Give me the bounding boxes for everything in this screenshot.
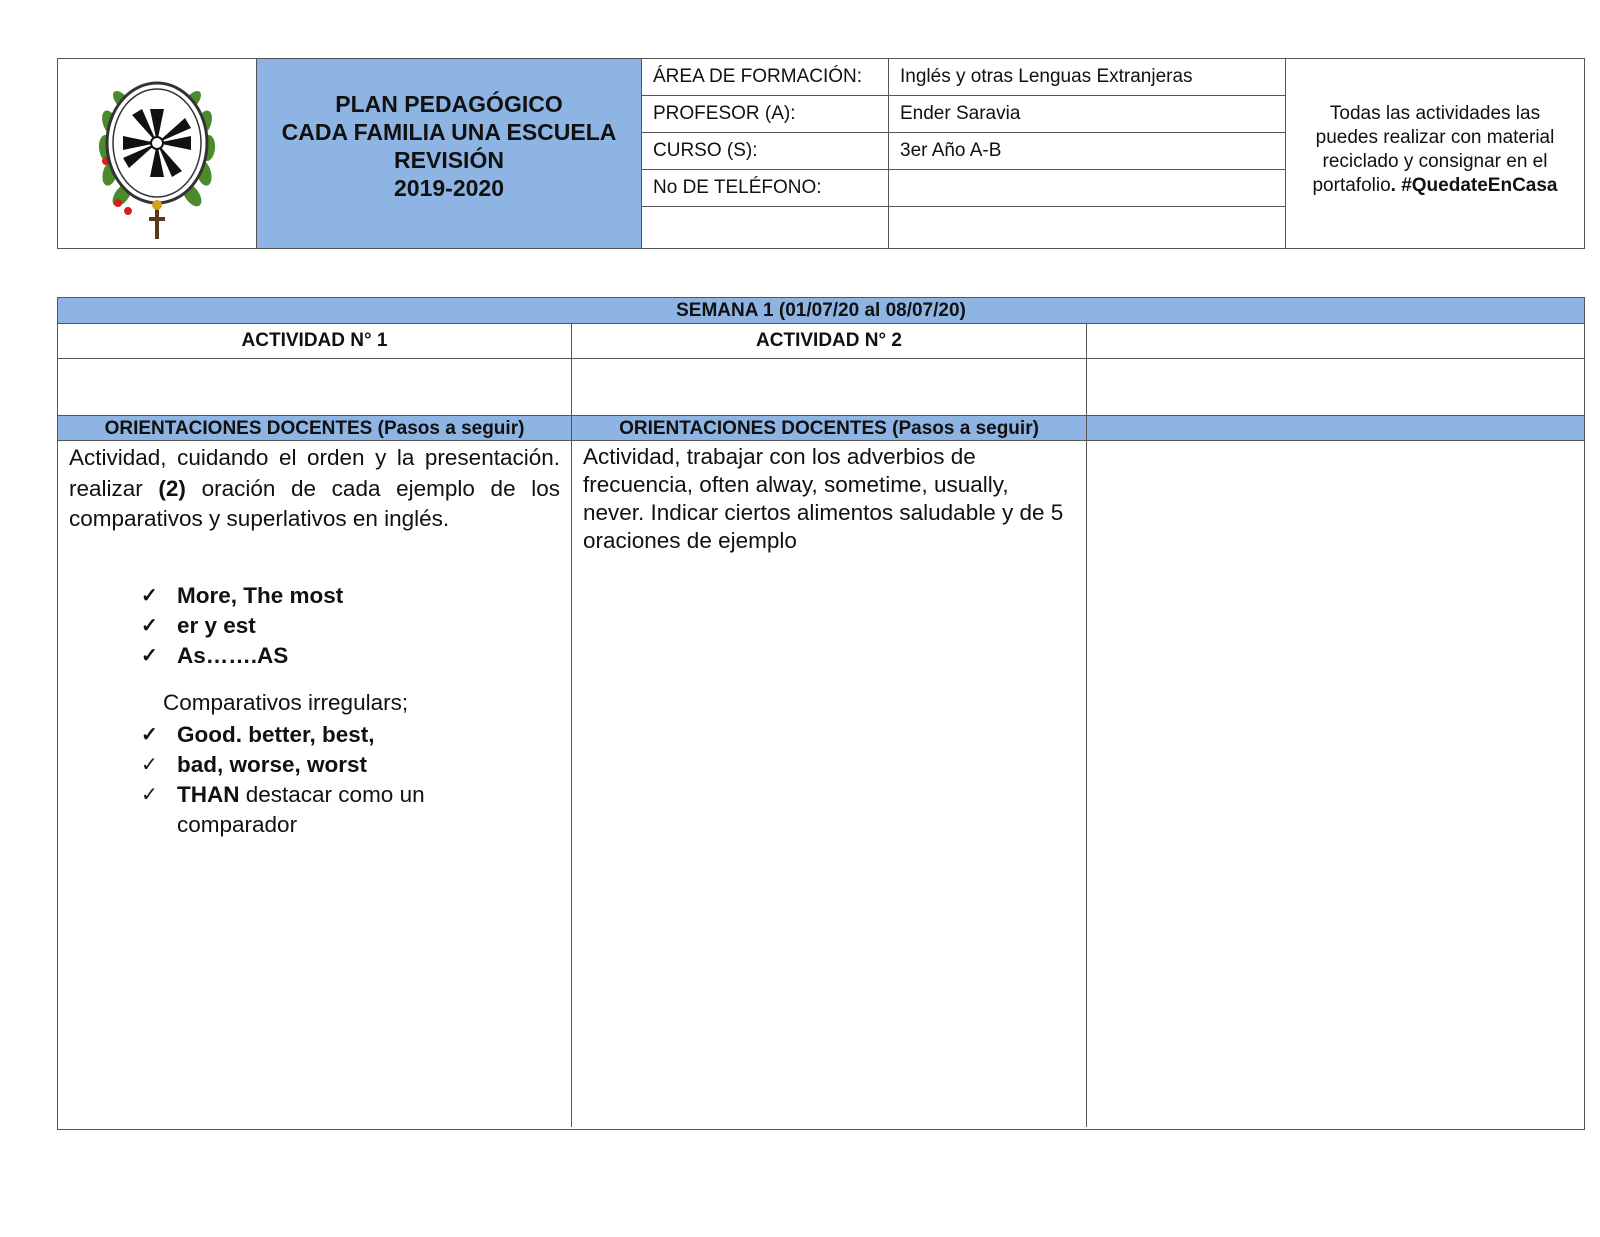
intro-after: oración de cada ejemplo de los comparativos y superlativos en inglés. (69, 475, 560, 531)
list-item (69, 641, 560, 671)
plan-title (257, 59, 642, 248)
list-item-text: bad, worse, worst (177, 751, 368, 777)
area-value: Inglés y otras Lenguas Extranjeras (900, 66, 1193, 87)
activity-1-content (58, 441, 572, 1127)
phone-value (889, 170, 1285, 206)
info-row-phone (642, 170, 1285, 207)
list-item-text: As…….AS (177, 642, 289, 668)
activity-2-text: Actividad, trabajar con los adverbios de frecuencia, often alway, sometime, usually, never. Indicar ciertos alimentos saludable y de 5 oraciones de ejemplo (583, 444, 1064, 553)
list-item (69, 750, 560, 780)
course-label: CURSO (S): (642, 133, 889, 169)
note-text: Todas las actividades las puedes realizar con material reciclado y consignar en el portafolio (1312, 102, 1555, 196)
activities-table (57, 297, 1585, 1130)
orientation-2-header: ORIENTACIONES DOCENTES (Pasos a seguir) (572, 416, 1087, 440)
list-item (69, 581, 560, 611)
activity-1-header: ACTIVIDAD N° 1 (58, 324, 572, 358)
teacher-label: PROFESOR (A): (642, 96, 889, 132)
activity-header-row (58, 324, 1584, 359)
irregular-subheading: Comparativos irregulars; (163, 689, 409, 715)
intro-bold: (2) (158, 475, 186, 501)
activity-2-header: ACTIVIDAD N° 2 (572, 324, 1087, 358)
title-line-1: PLAN PEDAGÓGICO (335, 90, 563, 117)
list-item-text: More, The most (177, 582, 344, 608)
info-row-course (642, 133, 1285, 170)
info-row-empty (642, 207, 1285, 248)
irregular-list (69, 720, 560, 840)
than-continuation: comparador (177, 811, 298, 837)
list-item (69, 720, 560, 750)
title-line-3: REVISIÓN (394, 146, 504, 173)
activity-2-blank (572, 359, 1087, 415)
week-title: SEMANA 1 (01/07/20 al 08/07/20) (58, 298, 1584, 324)
intro-before: Actividad, cuidando el orden y la presentación. realizar (69, 445, 560, 501)
empty-label-cell (642, 207, 889, 248)
content-row (58, 441, 1584, 1127)
empty-value-cell (889, 207, 1285, 248)
than-rest: destacar como un (239, 781, 425, 807)
note-paragraph (1300, 102, 1570, 198)
list-item (69, 611, 560, 641)
phone-label: No DE TELÉFONO: (642, 170, 889, 206)
check-icon: ✓ (141, 783, 158, 806)
activity-2-content (572, 441, 1087, 1127)
check-icon: ✓ (141, 614, 158, 637)
check-icon: ✓ (141, 584, 158, 607)
header-table (57, 58, 1585, 249)
list-item-text: Good. better, best, (177, 721, 375, 747)
info-row-area (642, 59, 1285, 96)
note-cell (1286, 59, 1584, 248)
than-bold: THAN (177, 781, 240, 807)
course-value: 3er Año A-B (900, 140, 1002, 161)
activity-3-blank (1087, 359, 1584, 415)
activity-3-content (1087, 441, 1584, 1127)
school-crest-icon (92, 63, 222, 245)
list-item-text: er y est (177, 612, 256, 638)
info-table (642, 59, 1286, 248)
orientation-1-header: ORIENTACIONES DOCENTES (Pasos a seguir) (58, 416, 572, 440)
list-item (69, 780, 560, 840)
comparatives-list (69, 581, 560, 671)
activity-3-header (1087, 324, 1584, 358)
activity-1-intro (69, 443, 560, 535)
info-row-teacher (642, 96, 1285, 133)
title-line-2: CADA FAMILIA UNA ESCUELA (281, 118, 617, 145)
check-icon: ✓ (141, 753, 158, 776)
title-line-4: 2019-2020 (394, 174, 504, 201)
teacher-value: Ender Saravia (900, 103, 1021, 124)
activity-1-blank (58, 359, 572, 415)
activity-empty-row (58, 359, 1584, 416)
check-icon: ✓ (141, 644, 158, 667)
check-icon: ✓ (141, 723, 158, 746)
orientation-header-row (58, 416, 1584, 441)
orientation-3-header (1087, 416, 1584, 440)
logo-cell (58, 59, 257, 248)
area-label: ÁREA DE FORMACIÓN: (642, 59, 889, 95)
note-hashtag: . #QuedateEnCasa (1390, 174, 1558, 196)
than-item-text (177, 780, 425, 840)
